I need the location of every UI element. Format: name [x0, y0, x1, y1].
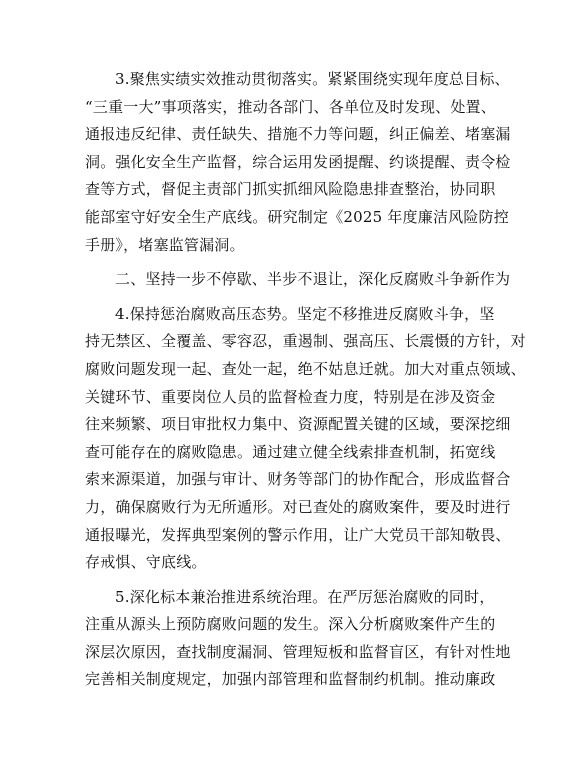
paragraph-line: 索来源渠道，加强与审计、财务等部门的协作配合，形成监督合: [85, 470, 511, 489]
paragraph-line: 存戒惧、守底线。: [85, 553, 207, 572]
document-body: [85, 66, 526, 694]
paragraph-line: 腐败问题发现一起、查处一起，绝不姑息迁就。加大对重点领域、: [85, 359, 526, 378]
paragraph-line: 能部室守好安全生产底线。研究制定《2025 年度廉洁风险防控: [85, 207, 509, 226]
paragraph-line: 查可能存在的腐败隐患。通过建立健全线索排查机制，拓宽线: [85, 442, 496, 461]
paragraph-line: 4.保持惩治腐败高压态势。坚定不移推进反腐败斗争，坚: [115, 304, 495, 323]
paragraph-line: “三重一大”事项落实，推动各部门、各单位及时发现、处置、: [85, 97, 496, 116]
paragraph-line: 力，确保腐败行为无所遁形。对已查处的腐败案件，要及时进行: [85, 497, 511, 516]
paragraph-line: 深层次原因，查找制度漏洞、管理短板和监督盲区，有针对性地: [85, 642, 511, 661]
section-heading-2: [85, 266, 511, 294]
paragraph-4: [85, 301, 526, 577]
paragraph-line: 完善相关制度规定，加强内部管理和监督制约机制。推动廉政: [85, 670, 496, 689]
paragraph-line: 往来频繁、项目审批权力集中、资源配置关键的区域，要深挖细: [85, 415, 511, 434]
paragraph-line: 关键环节、重要岗位人员的监督检查力度，特别是在涉及资金: [85, 387, 496, 406]
paragraph-line: 注重从源头上预防腐败问题的发生。深入分析腐败案件产生的: [85, 615, 496, 634]
paragraph-line: 3.聚焦实绩实效推动贯彻落实。紧紧围绕实现年度总目标、: [115, 70, 510, 88]
paragraph-line: 手册》，堵塞监管漏洞。: [85, 235, 245, 254]
paragraph-line: 持无禁区、全覆盖、零容忍，重遏制、强高压、长震慑的方针，对: [85, 332, 526, 351]
paragraph-line: 5.深化标本兼治推进系统治理。在严厉惩治腐败的同时，: [115, 587, 495, 606]
paragraph-line: 查等方式，督促主责部门抓实抓细风险隐患排查整治，协同职: [85, 180, 496, 199]
paragraph-line: 通报违反纪律、责任缺失、措施不力等问题，纠正偏差、堵塞漏: [85, 125, 511, 144]
section-heading-line: 二、坚持一步不停歇、半步不退让，深化反腐败斗争新作为: [115, 270, 511, 289]
paragraph-5: [85, 584, 511, 694]
paragraph-line: 通报曝光，发挥典型案例的警示作用，让广大党员干部知敬畏、: [85, 525, 511, 544]
paragraph-3: [85, 66, 511, 259]
paragraph-line: 洞。强化安全生产监督，综合运用发函提醒、约谈提醒、责令检: [85, 152, 511, 171]
